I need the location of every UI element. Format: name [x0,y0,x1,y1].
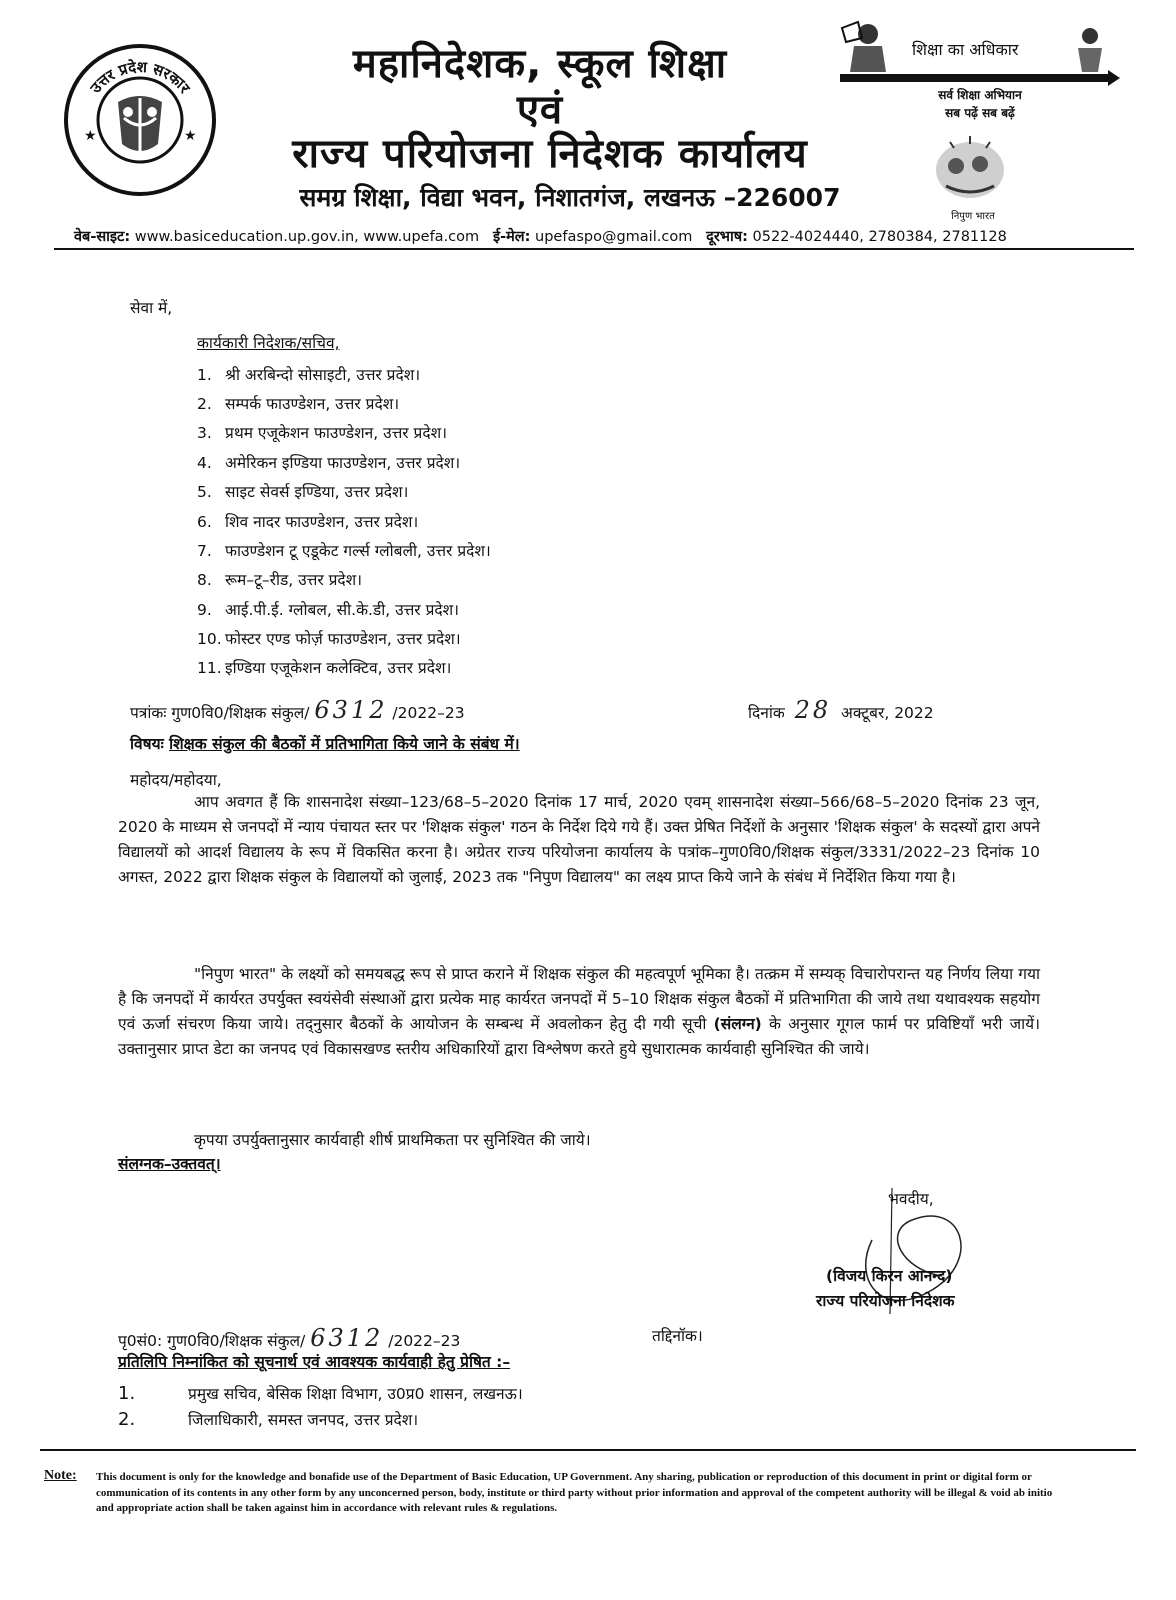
note-label: Note: [44,1468,77,1483]
subject-text: शिक्षक संकुल की बैठकों में प्रतिभागिता किये जाने के संबंध में। [169,735,520,753]
paragraph-1: आप अवगत हैं कि शासनादेश संख्या–123/68–5–2020 दिनांक 17 मार्च, 2020 एवम् शासनादेश संख्या–566/68–5–2020 दिनांक 23 जून, 2020 के माध्यम से जनपदों में न्याय पंचायत स्तर पर 'शिक्षक संकुल' गठन के निर्देश दिये गये हैं। उक्त प्रेषित निर्देशों के अनुसार 'शिक्षक संकुल' के सदस्यों द्वारा अपने विद्यालयों को आदर्श विद्यालय के रूप में विकसित करना है। अग्रेतर राज्य परियोजना कार्यालय के पत्रांक–गुण0वि0/शिक्षक संकुल/3331/2022–23 दिनांक 10 अगस्त, 2022 द्वारा शिक्षक संकुल के विद्यालयों को जुलाई, 2023 तक "निपुण विद्यालय" का लक्ष्य प्राप्त किये जाने के संबंध में निर्देशित किया गया है। [118,793,1040,886]
footer-divider [40,1449,1136,1451]
list-item: 6. शिव नादर फाउण्डेशन, उत्तर प्रदेश। [197,513,419,531]
reference-prefix: पत्रांकः गुण0वि0/शिक्षक संकुल/ [130,704,310,722]
svg-text:★: ★ [184,128,197,144]
list-item: 11. इण्डिया एजूकेशन कलेक्टिव, उत्तर प्रदेश। [197,659,452,677]
header-title-line2: एवं [516,87,564,133]
list-item: 4. अमेरिकन इण्डिया फाउण्डेशन, उत्तर प्रदेश। [197,454,461,472]
copy-ref-prefix: पृ0सं0: गुण0वि0/शिक्षक संकुल/ [118,1332,306,1350]
date-day: 28 [794,696,832,724]
salutation: सेवा में, [130,299,173,317]
header-address: समग्र शिक्षा, विद्या भवन, निशातगंज, लखनऊ –226007 [299,183,841,212]
copy-ref-number: 6312 [310,1324,384,1352]
nipun-label: निपुण भारत [951,211,995,222]
copy-ref-date: तद्दिनॉक। [652,1327,703,1345]
ssa-line1: सर्व शिक्षा अभियान [938,88,1022,102]
web-value: www.basiceducation.up.gov.in, www.upefa.com [134,229,480,245]
enclosure-label: संलग्नक–उक्तवत्। [118,1155,221,1173]
paragraph-2: "निपुण भारत" के लक्ष्यों को समयबद्ध रूप से प्राप्त कराने में शिक्षक संकुल की महत्वपूर्ण भूमिका है। तत्क्रम में सम्यक् विचारोपरान्त यह निर्णय लिया गया है कि जनपदों में कार्यरत उपर्युक्त स्वयंसेवी संस्थाओं द्वारा प्रत्येक माह कार्यरत जनपदों में 5–10 शिक्षक संकुल बैठकों में प्रतिभागिता की जाये तथा यथावश्यक सहयोग एवं ऊर्जा संचरण किया जाये। तद्नुसार बैठकों के आयोजन के सम्बन्ध में अवलोकन हेतु दी गयी सूची (संलग्न) के अनुसार गूगल फार्म पर प्रविष्टियाँ भरी जायें। उक्तानुसार प्राप्त डेटा का जनपद एवं विकासखण्ड स्तरीय अधिकारियों द्वारा विश्लेषण करते हुये सुधारात्मक कार्यवाही सुनिश्चित की जाये। [118,965,1040,1058]
list-item: 1. श्री अरबिन्दो सोसाइटी, उत्तर प्रदेश। [197,366,421,384]
nipun-bharat-logo [930,134,1010,206]
greeting: महोदय/महोदया, [130,771,222,789]
list-item: 7. फाउण्डेशन टू एडूकेट गर्ल्स ग्लोबली, उत्तर प्रदेश। [197,542,491,560]
phone-label: दूरभाष: [706,229,748,245]
list-item: 8. रूम–टू–रीड, उत्तर प्रदेश। [197,571,363,589]
signatory-name: (विजय किरन आनन्द) [826,1267,953,1285]
list-item: 2. जिलाधिकारी, समस्त जनपद, उत्तर प्रदेश। [118,1409,419,1430]
reference-line [130,696,465,724]
list-item: 3. प्रथम एजूकेशन फाउण्डेशन, उत्तर प्रदेश। [197,424,448,442]
note-text: This document is only for the knowledge and bonafide use of the Department of Basic Education, UP Government. Any sharing, publication or reproduction of this document in print or digital form or communication of its contents in any other form by any unconcerned person, body, institute or third party without prior information and approval of the competent authority will be illegal & void ab initio and appropriate action shall be taken against him in accordance with relevant rules & regulations. [96,1471,1053,1514]
email-label: ई-मेल: [492,229,531,245]
header-title-line1: महानिदेशक, स्कूल शिक्षा [352,41,728,87]
phone-value: 0522-4024440, 2780384, 2781128 [752,229,1007,245]
subject-line [130,732,520,754]
date-rest: अक्टूबर, 2022 [841,704,934,722]
paragraph-3: कृपया उपर्युक्तानुसार कार्यवाही शीर्ष प्राथमिकता पर सुनिश्वित की जाये। [194,1131,591,1149]
date-label: दिनांक [748,704,785,722]
list-item: 1. प्रमुख सचिव, बेसिक शिक्षा विभाग, उ0प्र0 शासन, लखनऊ। [118,1383,523,1404]
enclosure-ref: (संलग्न) [713,1015,762,1033]
reference-number: 6312 [314,696,388,724]
list-item: 2. सम्पर्क फाउण्डेशन, उत्तर प्रदेश। [197,395,400,413]
state-emblem [60,40,220,200]
copy-heading: प्रतिलिपि निम्नांकित को सूचनार्थ एवं आवश्यक कार्यवाही हेतु प्रेषित :– [118,1353,511,1371]
closing: भवदीय, [888,1190,934,1208]
date-line [748,696,934,724]
emblem-text: उत्तर प्रदेश सरकार [86,57,194,97]
header-title-line3: राज्य परियोजना निदेशक कार्यालय [292,131,808,177]
header-divider [54,248,1134,250]
ssa-line2: सब पढ़ें सब बढ़ें [945,106,1015,120]
copy-ref-suffix: /2022–23 [388,1332,461,1350]
svg-text:★: ★ [84,128,97,144]
list-item: 5. साइट सेवर्स इण्डिया, उत्तर प्रदेश। [197,483,409,501]
email-value: upefaspo@gmail.com [535,229,693,245]
subject-label: विषयः [130,735,164,753]
web-label: वेब-साइट: [74,229,131,245]
reference-suffix: /2022–23 [392,704,465,722]
recipient-designation: कार्यकारी निदेशक/सचिव, [197,334,340,352]
contact-line [74,226,1007,246]
copy-reference-line [118,1324,460,1352]
rte-label: शिक्षा का अधिकार [912,40,1019,59]
list-item: 9. आई.पी.ई. ग्लोबल, सी.के.डी, उत्तर प्रदेश। [197,601,460,619]
list-item: 10. फोस्टर एण्ड फोर्ज़ फाउण्डेशन, उत्तर प्रदेश। [197,630,461,648]
signatory-designation: राज्य परियोजना निदेशक [816,1292,955,1310]
